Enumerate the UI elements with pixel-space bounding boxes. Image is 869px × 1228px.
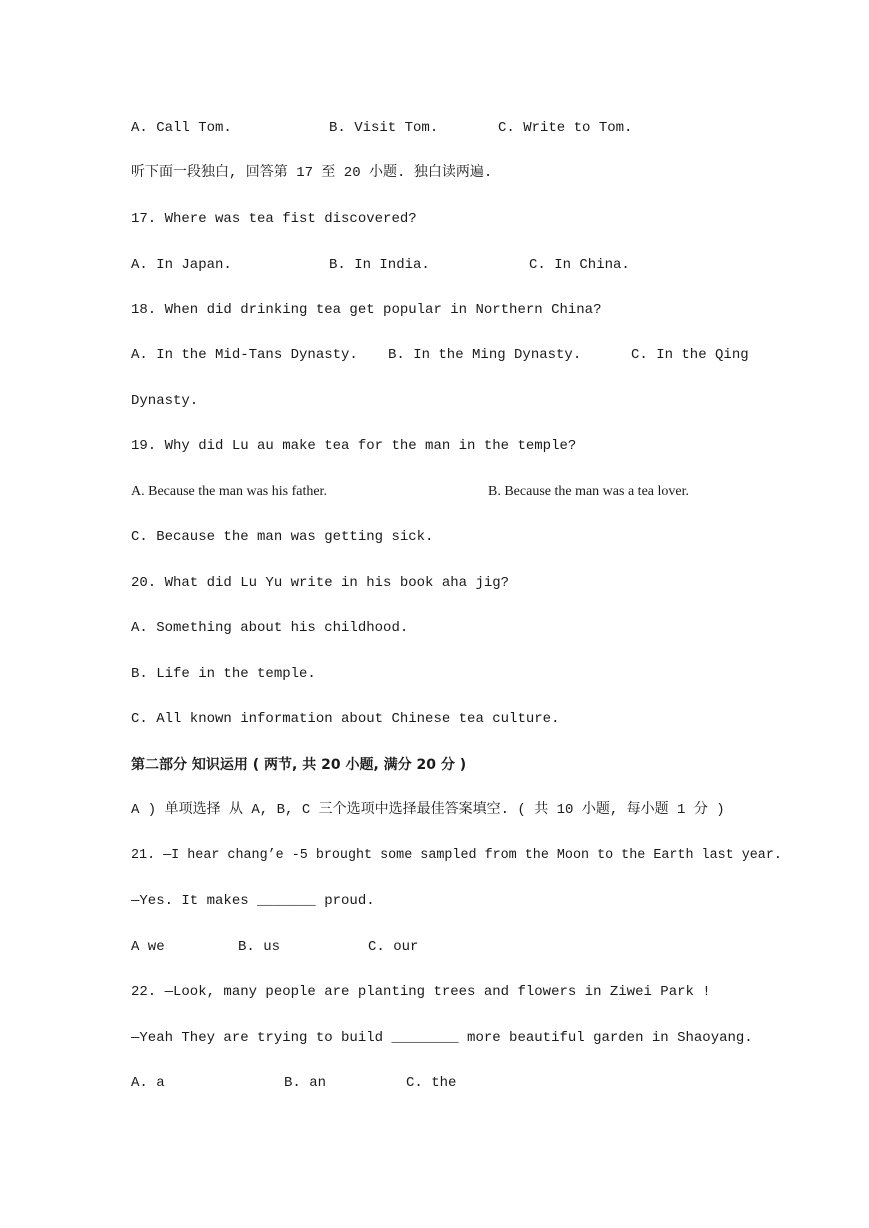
q21-option-a: A we xyxy=(131,939,165,955)
instruction-17-20: 听下面一段独白, 回答第 17 至 20 小题. 独白读两遍. xyxy=(131,165,493,181)
q22-line2: —Yeah They are trying to build ________ more beautiful garden in Shaoyang. xyxy=(131,1030,753,1046)
q16-option-a: A. Call Tom. xyxy=(131,120,232,136)
q18-option-a: A. In the Mid-Tans Dynasty. xyxy=(131,347,358,363)
q22-option-c: C. the xyxy=(406,1075,457,1091)
q22-line1: 22. —Look, many people are planting trees and flowers in Ziwei Park ! xyxy=(131,984,711,1000)
q17-option-b: B. In India. xyxy=(329,257,430,273)
q19-stem: 19. Why did Lu au make tea for the man in the temple? xyxy=(131,438,577,454)
q22-option-a: A. a xyxy=(131,1075,165,1091)
q19-option-a: A. Because the man was his father. xyxy=(131,484,327,499)
q18-option-c-continued: Dynasty. xyxy=(131,393,199,409)
q19-option-c: C. Because the man was getting sick. xyxy=(131,529,434,545)
q20-stem: 20. What did Lu Yu write in his book aha jig? xyxy=(131,575,510,591)
q20-option-c: C. All known information about Chinese tea culture. xyxy=(131,711,560,727)
q18-option-b: B. In the Ming Dynasty. xyxy=(388,347,582,363)
q21-option-c: C. our xyxy=(368,939,419,955)
q18-stem: 18. When did drinking tea get popular in Northern China? xyxy=(131,302,602,318)
q16-option-c: C. Write to Tom. xyxy=(498,120,633,136)
section-a-instruction: A ) 单项选择 从 A, B, C 三个选项中选择最佳答案填空. ( 共 10 小题, 每小题 1 分 ) xyxy=(131,802,725,818)
q16-option-b: B. Visit Tom. xyxy=(329,120,439,136)
q20-option-a: A. Something about his childhood. xyxy=(131,620,409,636)
q17-stem: 17. Where was tea fist discovered? xyxy=(131,211,417,227)
q22-option-b: B. an xyxy=(284,1075,327,1091)
q20-option-b: B. Life in the temple. xyxy=(131,666,316,682)
q21-line1: 21. —I hear chang’e -5 brought some sampled from the Moon to the Earth last year. xyxy=(131,848,782,863)
q21-option-b: B. us xyxy=(238,939,281,955)
q17-option-a: A. In Japan. xyxy=(131,257,232,273)
q21-line2: —Yes. It makes _______ proud. xyxy=(131,893,375,909)
q18-option-c: C. In the Qing xyxy=(631,347,749,363)
part2-heading: 第二部分 知识运用 ( 两节, 共 20 小题, 满分 20 分 ) xyxy=(131,757,467,773)
q19-option-b: B. Because the man was a tea lover. xyxy=(488,484,689,499)
q17-option-c: C. In China. xyxy=(529,257,630,273)
